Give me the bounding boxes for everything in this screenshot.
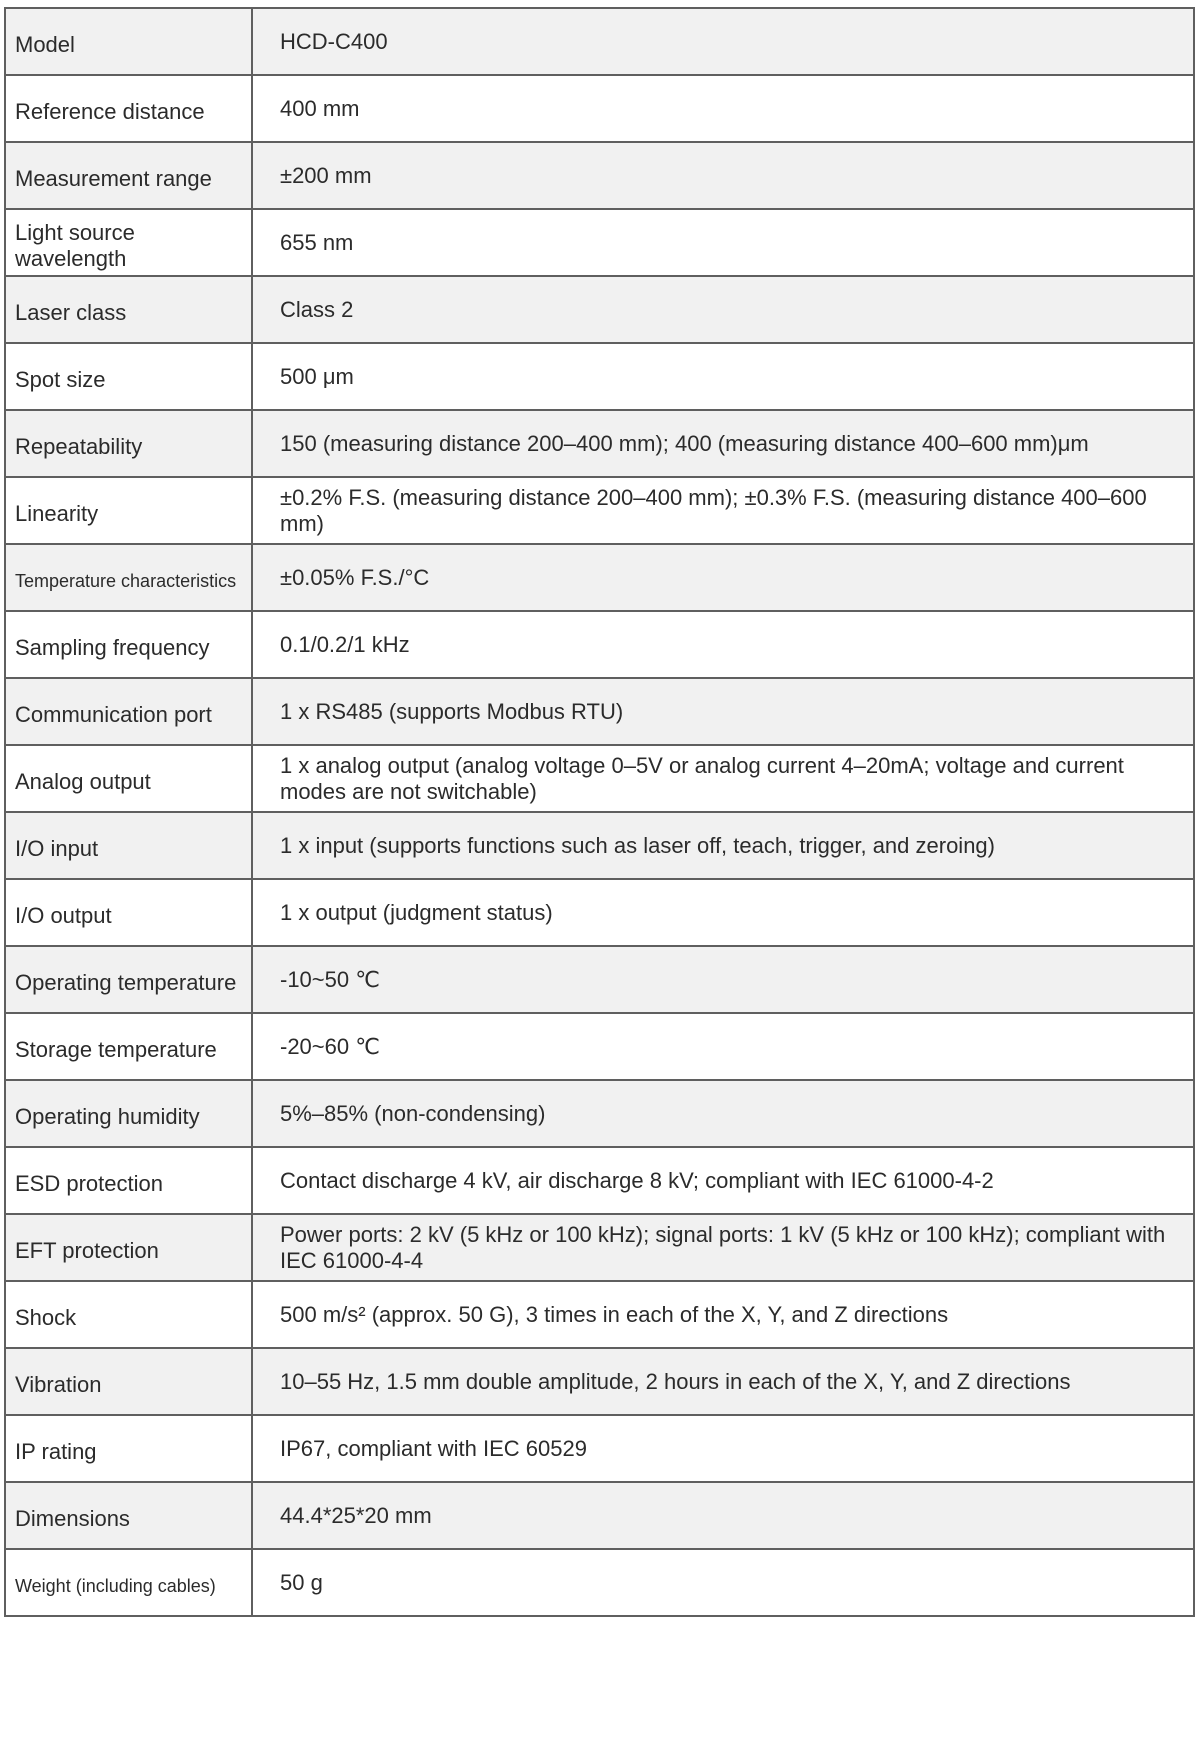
spec-row: [5, 879, 1194, 946]
spec-row: [5, 1549, 1194, 1616]
spec-value: 5%–85% (non-condensing): [252, 1080, 1194, 1147]
spec-value: Power ports: 2 kV (5 kHz or 100 kHz); signal ports: 1 kV (5 kHz or 100 kHz); compliant with IEC 61000-4-4: [252, 1214, 1194, 1281]
spec-row: [5, 75, 1194, 142]
spec-label: Linearity: [5, 477, 252, 544]
spec-value: IP67, compliant with IEC 60529: [252, 1415, 1194, 1482]
spec-label: Temperature characteristics: [5, 544, 252, 611]
spec-label: Reference distance: [5, 75, 252, 142]
spec-value: 1 x analog output (analog voltage 0–5V or analog current 4–20mA; voltage and current modes are not switchable): [252, 745, 1194, 812]
spec-table: [4, 7, 1195, 1617]
spec-label: I/O output: [5, 879, 252, 946]
spec-value: ±0.2% F.S. (measuring distance 200–400 mm); ±0.3% F.S. (measuring distance 400–600 mm): [252, 477, 1194, 544]
spec-value: -20~60 ℃: [252, 1013, 1194, 1080]
spec-label: Vibration: [5, 1348, 252, 1415]
spec-label: IP rating: [5, 1415, 252, 1482]
spec-label: I/O input: [5, 812, 252, 879]
spec-label: Model: [5, 8, 252, 75]
spec-label: Repeatability: [5, 410, 252, 477]
spec-row: [5, 812, 1194, 879]
spec-row: [5, 544, 1194, 611]
spec-row: [5, 1281, 1194, 1348]
spec-row: [5, 745, 1194, 812]
spec-label: Dimensions: [5, 1482, 252, 1549]
spec-row: [5, 1348, 1194, 1415]
spec-label: Shock: [5, 1281, 252, 1348]
spec-row: [5, 1482, 1194, 1549]
spec-label: Communication port: [5, 678, 252, 745]
spec-value: Class 2: [252, 276, 1194, 343]
spec-label: Operating humidity: [5, 1080, 252, 1147]
spec-row: [5, 1080, 1194, 1147]
spec-value: 150 (measuring distance 200–400 mm); 400 (measuring distance 400–600 mm)μm: [252, 410, 1194, 477]
spec-row: [5, 276, 1194, 343]
spec-label: Operating temperature: [5, 946, 252, 1013]
spec-value: -10~50 ℃: [252, 946, 1194, 1013]
spec-value: 1 x output (judgment status): [252, 879, 1194, 946]
spec-value: 500 μm: [252, 343, 1194, 410]
spec-row: [5, 1013, 1194, 1080]
spec-row: [5, 678, 1194, 745]
spec-label: Measurement range: [5, 142, 252, 209]
spec-label: Sampling frequency: [5, 611, 252, 678]
spec-value: Contact discharge 4 kV, air discharge 8 kV; compliant with IEC 61000-4-2: [252, 1147, 1194, 1214]
spec-value: ±200 mm: [252, 142, 1194, 209]
spec-row: [5, 8, 1194, 75]
spec-value: 0.1/0.2/1 kHz: [252, 611, 1194, 678]
spec-row: [5, 477, 1194, 544]
spec-row: [5, 1415, 1194, 1482]
spec-row: [5, 1214, 1194, 1281]
spec-label: ESD protection: [5, 1147, 252, 1214]
spec-row: [5, 410, 1194, 477]
spec-row: [5, 946, 1194, 1013]
spec-value: 10–55 Hz, 1.5 mm double amplitude, 2 hours in each of the X, Y, and Z directions: [252, 1348, 1194, 1415]
spec-value: HCD-C400: [252, 8, 1194, 75]
spec-row: [5, 1147, 1194, 1214]
spec-label: Spot size: [5, 343, 252, 410]
spec-label: Storage temperature: [5, 1013, 252, 1080]
spec-value: 1 x RS485 (supports Modbus RTU): [252, 678, 1194, 745]
spec-row: [5, 343, 1194, 410]
spec-label: Laser class: [5, 276, 252, 343]
spec-row: [5, 611, 1194, 678]
spec-label: Light source wavelength: [5, 209, 252, 276]
spec-value: 1 x input (supports functions such as laser off, teach, trigger, and zeroing): [252, 812, 1194, 879]
spec-label: Analog output: [5, 745, 252, 812]
spec-table-body: [5, 8, 1194, 1616]
spec-label: EFT protection: [5, 1214, 252, 1281]
spec-value: 50 g: [252, 1549, 1194, 1616]
spec-value: 655 nm: [252, 209, 1194, 276]
spec-row: [5, 209, 1194, 276]
spec-label: Weight (including cables): [5, 1549, 252, 1616]
spec-row: [5, 142, 1194, 209]
spec-value: 500 m/s² (approx. 50 G), 3 times in each of the X, Y, and Z directions: [252, 1281, 1194, 1348]
spec-value: ±0.05% F.S./°C: [252, 544, 1194, 611]
spec-value: 44.4*25*20 mm: [252, 1482, 1194, 1549]
spec-value: 400 mm: [252, 75, 1194, 142]
